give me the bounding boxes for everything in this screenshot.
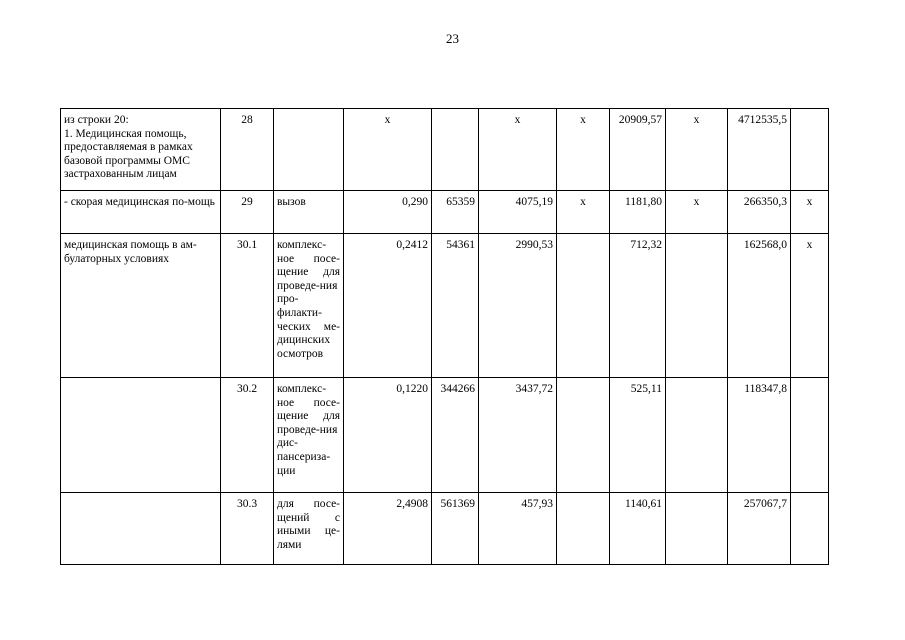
unit-cell: комплекс-ное посе-щение для проведе-ния дис-пансериза-ции xyxy=(274,378,344,493)
unit-cell: для посе-щений с иными це-лями xyxy=(274,493,344,565)
cell-value xyxy=(666,378,728,493)
cell-value: 65359 xyxy=(432,191,479,234)
cell-value: 1140,61 xyxy=(610,493,666,565)
cell-value: x xyxy=(666,191,728,234)
cell-value: 4075,19 xyxy=(479,191,557,234)
table-row xyxy=(61,378,829,493)
cell-value: 0,290 xyxy=(344,191,432,234)
data-table xyxy=(60,108,829,565)
row-label: из строки 20: 1. Медицинская помощь, предоставляемая в рамках базовой программы ОМС застрахованным лицам xyxy=(61,109,221,191)
cell-value: x xyxy=(791,191,829,234)
cell-value xyxy=(557,378,610,493)
cell-value: x xyxy=(479,109,557,191)
cell-value xyxy=(791,493,829,565)
cell-value: 2990,53 xyxy=(479,234,557,378)
cell-value: 344266 xyxy=(432,378,479,493)
cell-value: x xyxy=(344,109,432,191)
cell-value: 525,11 xyxy=(610,378,666,493)
unit-cell: комплекс-ное посе-щение для проведе-ния про-филакти-ческих ме-дицинских осмотров xyxy=(274,234,344,378)
cell-value: x xyxy=(666,109,728,191)
page-number: 23 xyxy=(446,31,459,46)
row-number: 30.3 xyxy=(221,493,274,565)
cell-value: 0,1220 xyxy=(344,378,432,493)
cell-value: 3437,72 xyxy=(479,378,557,493)
row-number: 28 xyxy=(221,109,274,191)
cell-value xyxy=(432,109,479,191)
cell-value: x xyxy=(557,109,610,191)
cell-value xyxy=(557,493,610,565)
cell-value: 457,93 xyxy=(479,493,557,565)
table-row xyxy=(61,234,829,378)
row-label: - скорая медицинская по-мощь xyxy=(61,191,221,234)
cell-value xyxy=(666,493,728,565)
cell-value: 561369 xyxy=(432,493,479,565)
unit-cell: вызов xyxy=(274,191,344,234)
cell-value xyxy=(557,234,610,378)
table-row xyxy=(61,191,829,234)
row-number: 30.2 xyxy=(221,378,274,493)
table-row xyxy=(61,493,829,565)
cell-value: 2,4908 xyxy=(344,493,432,565)
row-number: 30.1 xyxy=(221,234,274,378)
cell-value xyxy=(666,234,728,378)
cell-value: 266350,3 xyxy=(728,191,791,234)
cell-value: 118347,8 xyxy=(728,378,791,493)
cell-value: 0,2412 xyxy=(344,234,432,378)
cell-value: x xyxy=(557,191,610,234)
cell-value xyxy=(791,109,829,191)
cell-value: 712,32 xyxy=(610,234,666,378)
row-label: медицинская помощь в ам-булаторных условиях xyxy=(61,234,221,378)
table-row xyxy=(61,109,829,191)
row-label xyxy=(61,378,221,493)
cell-value: 54361 xyxy=(432,234,479,378)
cell-value: 162568,0 xyxy=(728,234,791,378)
cell-value: 1181,80 xyxy=(610,191,666,234)
cell-value xyxy=(791,378,829,493)
cell-value: 257067,7 xyxy=(728,493,791,565)
cell-value: x xyxy=(791,234,829,378)
row-number: 29 xyxy=(221,191,274,234)
unit-cell xyxy=(274,109,344,191)
cell-value: 20909,57 xyxy=(610,109,666,191)
row-label xyxy=(61,493,221,565)
cell-value: 4712535,5 xyxy=(728,109,791,191)
